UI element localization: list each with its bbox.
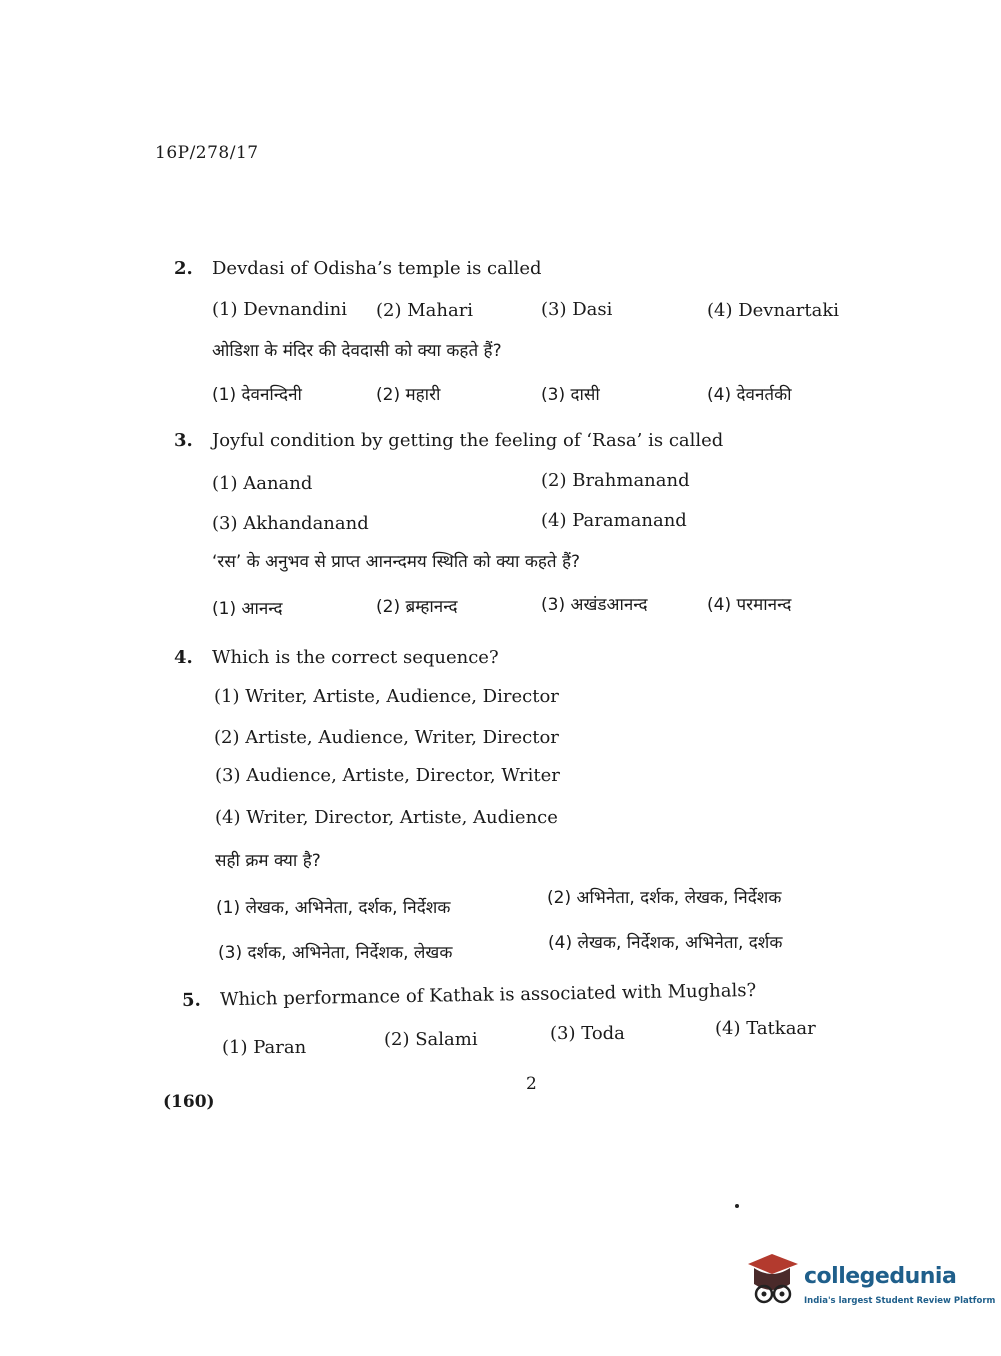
question-number: 3. [174,430,193,451]
question-text: Which performance of Kathak is associated with Mughals? [219,979,757,1011]
option: (3) Dasi [541,299,613,320]
question-text-hindi: ‘रस’ के अनुभव से प्राप्त आनन्दमय स्थिति को क्या कहते हैं? [212,552,581,572]
option: (2) Mahari [376,300,474,321]
option-hindi: (1) आनन्द [212,599,283,619]
option-hindi: (1) लेखक, अभिनेता, दर्शक, निर्देशक [216,898,451,918]
question-number: 5. [181,989,201,1011]
option: (2) Brahmanand [541,470,690,491]
option: (2) Artiste, Audience, Writer, Director [214,727,559,748]
logo-name: collegedunia [804,1264,957,1289]
option: (3) Audience, Artiste, Director, Writer [215,765,560,786]
option: (1) Paran [222,1037,307,1058]
question-text-hindi: ओडिशा के मंदिर की देवदासी को क्या कहते हैं? [212,341,502,361]
question-text: Joyful condition by getting the feeling of ‘Rasa’ is called [212,430,724,451]
option-hindi: (4) देवनर्तकी [707,385,792,405]
option-hindi: (4) लेखक, निर्देशक, अभिनेता, दर्शक [548,933,783,953]
option: (1) Devnandini [212,299,348,320]
question-text: Which is the correct sequence? [212,647,499,668]
option-hindi: (2) ब्रम्हानन्द [376,597,458,617]
mascot-icon [742,1250,802,1312]
logo-tagline: India's largest Student Review Platform [804,1296,996,1306]
option: (4) Paramanand [541,510,687,531]
question-text-hindi: सही क्रम क्या है? [215,851,321,871]
question-number: 2. [174,258,193,279]
option: (4) Devnartaki [707,300,840,321]
option-hindi: (3) अखंडआनन्द [541,595,648,615]
option: (1) Aanand [212,473,313,494]
question-text: Devdasi of Odisha’s temple is called [212,258,542,279]
question-2 [174,258,542,279]
question-3 [174,430,723,451]
option-hindi: (2) महारी [376,385,441,405]
collegedunia-logo [742,1250,996,1320]
option-hindi: (3) दासी [541,385,600,405]
question-4 [174,647,499,668]
option: (3) Toda [550,1023,625,1044]
question-5 [182,980,757,1011]
option: (2) Salami [384,1029,478,1050]
scan-speck [735,1204,739,1208]
option-hindi: (2) अभिनेता, दर्शक, लेखक, निर्देशक [547,888,782,908]
option-hindi: (3) दर्शक, अभिनेता, निर्देशक, लेखक [218,943,453,963]
option: (1) Writer, Artiste, Audience, Director [214,686,559,707]
option-hindi: (4) परमानन्द [707,595,792,615]
option-hindi: (1) देवनन्दिनी [212,385,302,405]
page-number: 2 [526,1074,537,1094]
footer-code: (160) [163,1092,215,1112]
option: (4) Writer, Director, Artiste, Audience [215,807,558,828]
option: (4) Tatkaar [715,1018,816,1039]
question-number: 4. [174,647,193,668]
option: (3) Akhandanand [212,513,369,534]
paper-code: 16P/278/17 [155,143,259,163]
